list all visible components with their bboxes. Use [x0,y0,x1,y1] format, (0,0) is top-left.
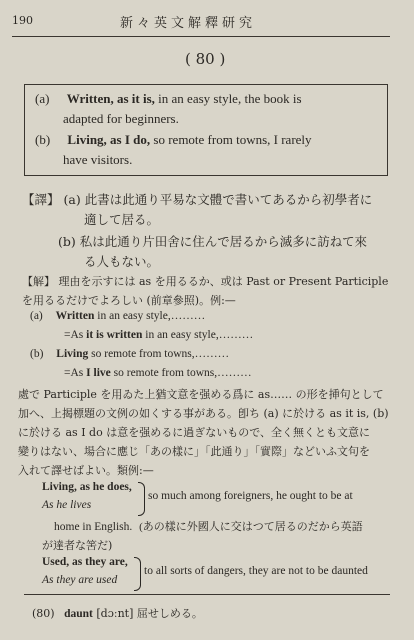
translation-b-mark: (b) [58,234,76,249]
example-b2-pre: =As [64,367,87,379]
box-b-mark: (b) [35,132,51,147]
translation-a-line1 [22,190,372,208]
paragraph-line-1: 處で Participle を用ゐた上猶文意を强める爲に as…… の形を挿句として [18,388,384,401]
box-a-line2: adapted for beginners. [63,111,179,126]
example1-cont-jp: (あの樣に外國人に交はつて居るのだから英語 [139,521,363,533]
paragraph-line-2: 加へ、上揭標題の文例の如くする事がある。卽ち (a) に於ける as it is, (b) [18,407,389,420]
box-a-bold: Written, as it is, [66,91,155,106]
translation-b-line1 [58,232,367,250]
translation-b-text: 私は此通り片田舍に住んで居るから滅多に訪ねて來 [79,234,367,249]
box-b-line2: have visitors. [63,152,133,167]
translation-a-mark: (a) [63,192,81,207]
footnote [32,605,203,621]
box-line-b1 [35,132,312,148]
box-line-a1 [35,91,302,107]
example-a2-bold: it is written [86,329,143,341]
example-b-bold: Living [56,348,89,360]
example-b-rest: so remote from towns,……… [88,348,230,360]
example-b2-bold: I live [86,367,111,379]
explanation-line1 [22,273,388,289]
example2-line2: As they are used [42,574,118,586]
footnote-rule [24,594,390,595]
example1-cont [54,518,363,534]
example2-rest: to all sorts of dangers, they are not to be daunted [144,565,368,577]
example-b-line1 [30,348,229,360]
example-a-rest: in an easy style,……… [94,310,206,322]
example-b2-rest: so remote from towns,……… [110,367,252,379]
paragraph-line-4: 變りはない、場合に應じ「あの樣に」「此通り」「實際」などいふ文句を [18,445,370,458]
example1-rest: so much among foreigners, he ought to be at [148,490,353,502]
explanation-text-1: 理由を示すには as を用るるか、或は Past or Present Participle [58,275,389,288]
example-b-mark: (b) [30,348,44,360]
explanation-label: 【解】 [22,275,55,288]
example1-brace [138,482,145,516]
example1-jp2: が達者な筈だ) [42,539,113,552]
example1-line2: As he lives [42,499,92,511]
box-a-mark: (a) [35,91,50,106]
paragraph-line-5: 入れて譯せばよい。類例:— [18,464,154,477]
box-b-rest: so remote from towns, I rarely [150,132,312,147]
footnote-number: (80) [32,607,55,620]
example1-line1: Living, as he does, [42,481,132,493]
example-a-line1 [30,310,205,322]
box-b-bold: Living, as I do, [67,132,151,147]
translation-a-line2: 適して居る。 [84,212,160,227]
page-number: 190 [12,14,33,27]
box-a-rest: in an easy style, the book is [154,91,302,106]
page-title: 新々英文解釋研究 [120,16,257,31]
footnote-word: daunt [64,608,93,620]
example2-brace [134,557,141,591]
example2-line1: Used, as they are, [42,556,128,568]
example-box [24,84,388,176]
example-b-line2 [64,367,252,379]
footnote-meaning: 屈せしめる。 [136,607,203,620]
example1-cont-en: home in English. [54,521,133,533]
explanation-line2: を用るるだけでよろしい (前章參照)。例:— [22,294,236,307]
header-rule [12,36,390,37]
example-a2-rest: in an easy style,……… [142,329,254,341]
section-number: ( 80 ) [185,50,226,68]
translation-label: 【譯】 [22,192,60,207]
example-a-line2 [64,329,253,341]
example-a-bold: Written [55,310,95,322]
example-a2-pre: =As [64,329,87,341]
example-a-mark: (a) [30,310,43,322]
translation-a-text: 此書は此通り平易な文體で書いてあるから初學者に [84,192,373,207]
paragraph-line-3: に於ける as I do は意を强めるに過ぎないもので、全く無くとも文意に [18,426,370,439]
translation-b-line2: る人もない。 [84,254,160,269]
footnote-pron: [dɔːnt] [96,607,134,620]
